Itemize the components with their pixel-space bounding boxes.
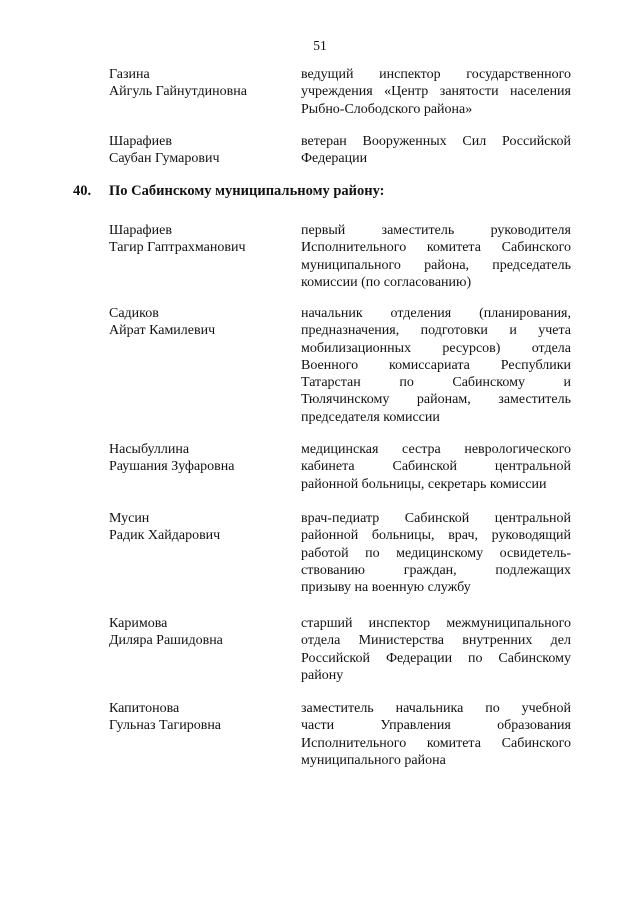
surname: Садиков — [109, 306, 159, 321]
role-line: медицинская сестра неврологического — [301, 442, 571, 457]
person-name — [109, 510, 289, 544]
person-name — [109, 133, 289, 167]
role-line: ветеран Вооруженных Сил Российской — [301, 134, 571, 149]
surname: Каримова — [109, 616, 168, 631]
position-description — [301, 305, 571, 426]
role-line: первый заместитель руководителя — [301, 223, 571, 238]
given-name: Раушания Зуфаровна — [109, 459, 235, 474]
given-name: Тагир Гаптрахманович — [109, 240, 246, 255]
role-line: Исполнительного комитета Сабинского — [301, 240, 571, 256]
role-line: работой по медицинскому освидетель- — [301, 545, 571, 561]
role-line: Военного комиссариата Республики — [301, 357, 571, 373]
role-line: Российской Федерации по Сабинскому — [301, 650, 571, 666]
position-description — [301, 510, 571, 596]
role-line: Татарстан по Сабинскому и — [301, 375, 571, 391]
role-line: старший инспектор межмуниципального — [301, 616, 571, 631]
given-name: Айрат Камилевич — [109, 323, 216, 338]
given-name: Саубан Гумарович — [109, 151, 220, 166]
position-description — [301, 441, 571, 493]
section-title: По Сабинскому муниципальному району: — [109, 183, 385, 199]
person-name — [109, 700, 289, 734]
role-line: заместитель начальника по учебной — [301, 701, 571, 716]
role-line: муниципального района, председатель — [301, 257, 571, 273]
page-number: 51 — [313, 38, 327, 53]
person-name — [109, 222, 289, 256]
surname: Мусин — [109, 511, 150, 526]
given-name: Диляра Рашидовна — [109, 633, 223, 648]
position-description — [301, 615, 571, 684]
role-line: призыву на военную службу — [301, 580, 471, 596]
person-name — [109, 305, 289, 339]
given-name: Радик Хайдарович — [109, 528, 221, 543]
role-line: учреждения «Центр занятости населения — [301, 84, 571, 100]
role-line: Федерации — [301, 151, 368, 167]
role-line: Рыбно-Слободского района» — [301, 101, 473, 117]
role-line: кабинета Сабинской центральной — [301, 459, 571, 475]
role-line: муниципального района — [301, 752, 446, 768]
role-line: ствованию граждан, подлежащих — [301, 562, 571, 578]
position-description — [301, 700, 571, 769]
given-name: Айгуль Гайнутдиновна — [109, 84, 247, 99]
role-line: мобилизационных ресурсов) отдела — [301, 340, 571, 356]
surname: Газина — [109, 67, 150, 82]
role-line: районной больницы, секретарь комиссии — [301, 476, 547, 492]
role-line: врач-педиатр Сабинской центральной — [301, 511, 571, 526]
position-description — [301, 133, 571, 168]
surname: Шарафиев — [109, 134, 172, 149]
given-name: Гульназ Тагировна — [109, 718, 222, 733]
role-line: районной больницы, врач, руководящий — [301, 528, 571, 544]
section-number: 40. — [73, 183, 92, 199]
surname: Капитонова — [109, 701, 180, 716]
person-name — [109, 615, 289, 649]
position-description — [301, 66, 571, 118]
section-heading — [73, 183, 384, 200]
surname: Насыбуллина — [109, 442, 190, 457]
role-line: Тюлячинскому районам, заместитель — [301, 392, 571, 408]
role-line: начальник отделения (планирования, — [301, 306, 571, 321]
role-line: Исполнительного комитета Сабинского — [301, 735, 571, 751]
role-line: части Управления образования — [301, 718, 571, 734]
role-line: комиссии (по согласованию) — [301, 274, 472, 290]
person-name — [109, 66, 289, 100]
surname: Шарафиев — [109, 223, 172, 238]
position-description — [301, 222, 571, 291]
role-line: предназначения, подготовки и учета — [301, 323, 571, 339]
role-line: отдела Министерства внутренних дел — [301, 633, 571, 649]
role-line: ведущий инспектор государственного — [301, 67, 571, 82]
role-line: председателя комиссии — [301, 409, 440, 425]
role-line: району — [301, 667, 344, 683]
person-name — [109, 441, 289, 475]
